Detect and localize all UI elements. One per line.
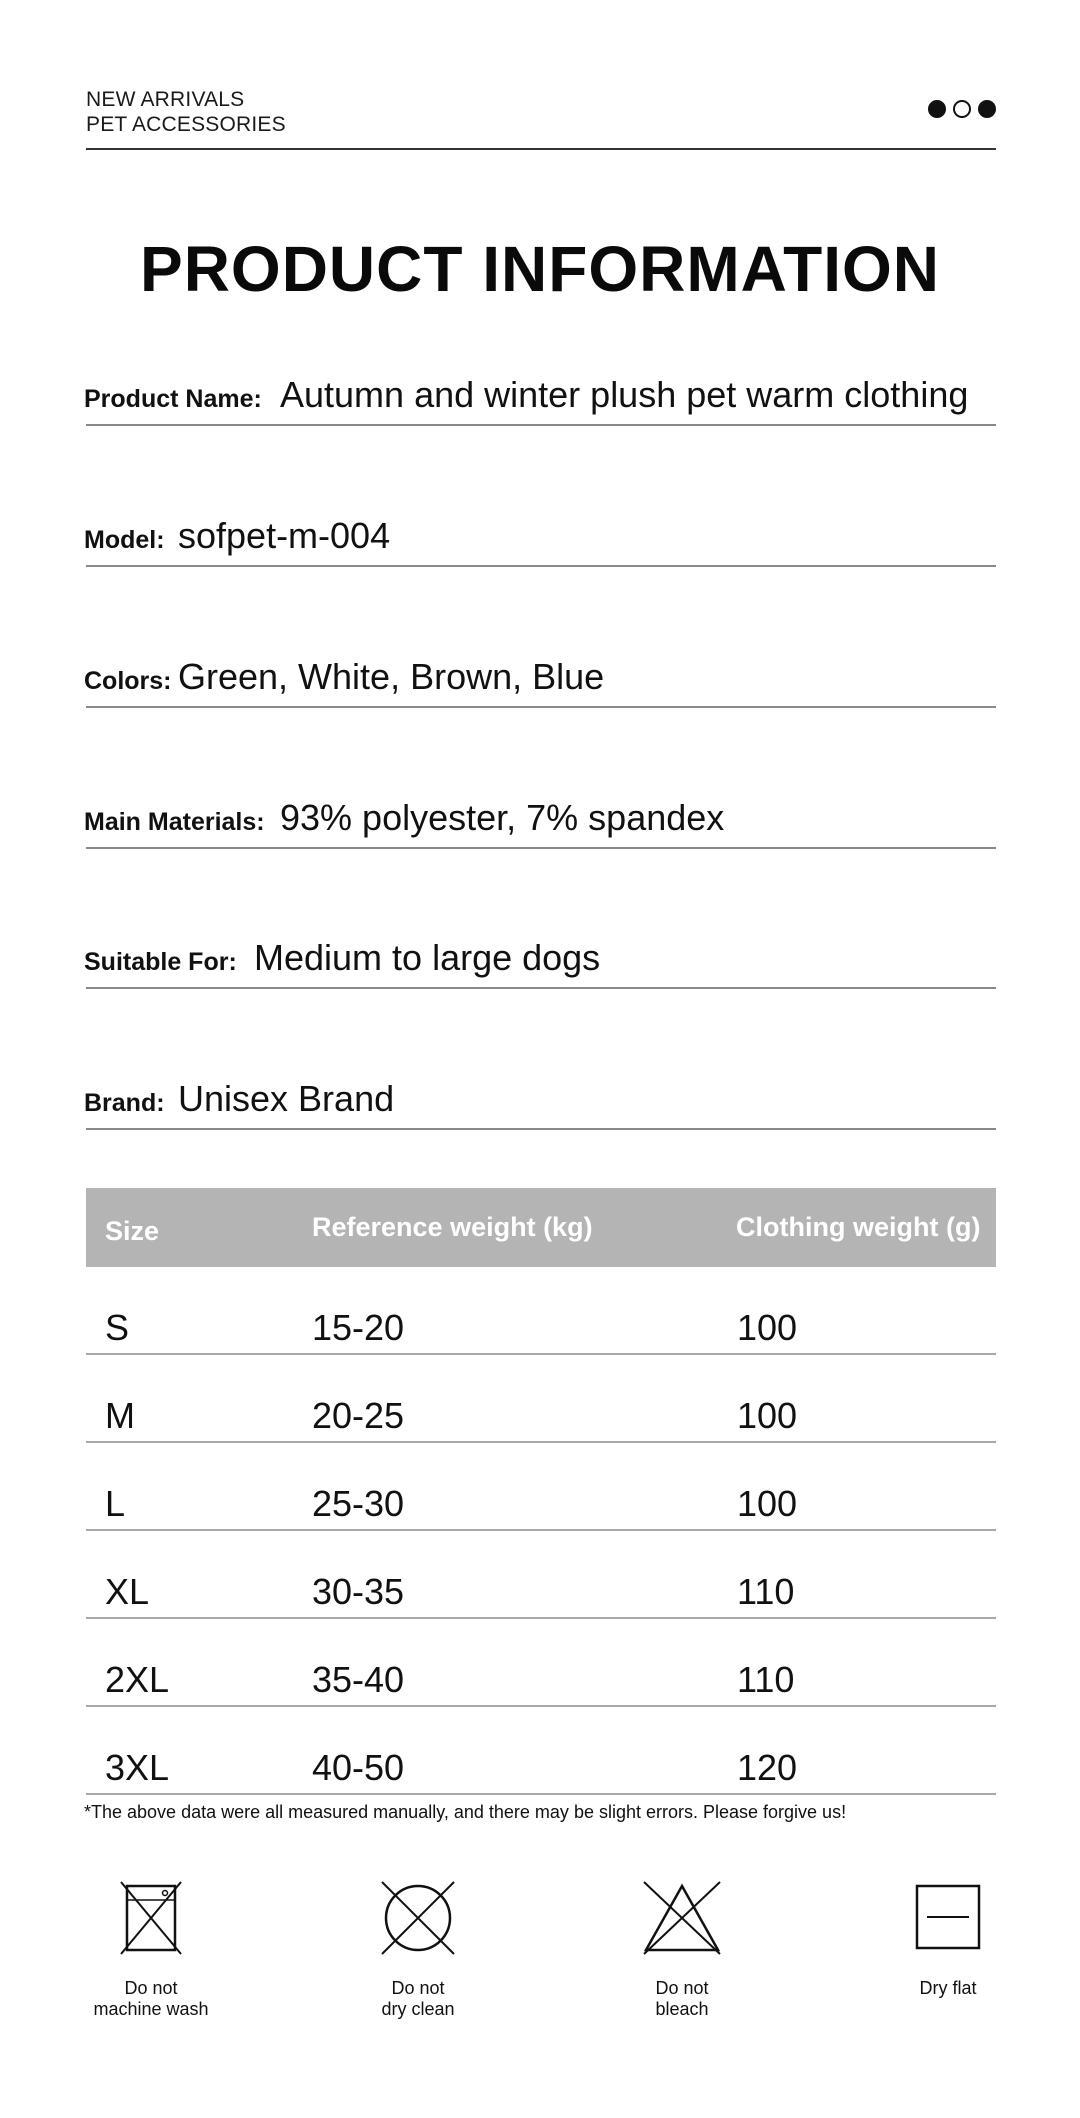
table-row [86,1707,996,1795]
cell-clothing-weight: 100 [737,1307,798,1348]
dot-empty-icon [953,100,971,118]
info-value: Unisex Brand [178,1078,395,1119]
care-item-machine-wash [51,1880,251,2020]
cell-reference-weight: 30-35 [312,1571,405,1612]
header-reference-weight: Reference weight (kg) [312,1212,593,1242]
info-row-suitable-for [86,937,996,989]
dots-indicator [928,100,996,118]
table-row [86,1267,996,1355]
cell-reference-weight: 15-20 [312,1307,405,1348]
cell-size: 3XL [105,1747,170,1788]
care-item-dry-flat [848,1880,1048,1999]
dot-filled-icon [978,100,996,118]
info-row-colors [86,656,996,708]
dry-flat-icon [914,1880,982,1956]
info-row-product-name [86,374,996,426]
info-label: Suitable For: [84,948,237,976]
table-row [86,1619,996,1707]
no-bleach-icon [642,1880,722,1956]
care-item-bleach [582,1880,782,2020]
info-value: 93% polyester, 7% spandex [280,797,725,838]
info-value: Green, White, Brown, Blue [178,656,605,697]
cell-size: 2XL [105,1659,170,1700]
care-label: Do not machine wash [93,1978,209,2019]
care-label: Do not dry clean [381,1978,455,2019]
cell-clothing-weight: 120 [737,1747,798,1788]
info-label: Main Materials: [84,808,265,836]
info-label: Product Name: [84,385,262,413]
header-size: Size [105,1216,160,1246]
cell-reference-weight: 20-25 [312,1395,405,1436]
info-label: Brand: [84,1089,165,1117]
info-label: Model: [84,526,165,554]
care-label: Dry flat [919,1978,977,1998]
cell-clothing-weight: 110 [737,1571,795,1612]
dot-filled-icon [928,100,946,118]
cell-size: L [105,1483,126,1524]
care-label: Do not bleach [655,1978,709,2019]
table-row [86,1443,996,1531]
info-value: sofpet-m-004 [178,515,391,556]
info-value: Medium to large dogs [254,937,601,978]
header-clothing-weight: Clothing weight (g) [736,1212,981,1242]
cell-reference-weight: 35-40 [312,1659,405,1700]
info-value: Autumn and winter plush pet warm clothing [280,374,969,415]
care-item-dry-clean [318,1880,518,2020]
cell-clothing-weight: 100 [737,1395,798,1436]
info-row-brand [86,1078,996,1130]
size-table-header [86,1188,996,1267]
cell-size: M [105,1395,135,1436]
cell-reference-weight: 25-30 [312,1483,405,1524]
info-row-model [86,515,996,567]
header-new-arrivals: NEW ARRIVALS [86,88,245,111]
page-title: PRODUCT INFORMATION [140,233,940,305]
info-row-main-materials [86,797,996,849]
table-row [86,1355,996,1443]
cell-size: S [105,1307,130,1348]
cell-reference-weight: 40-50 [312,1747,405,1788]
top-header [86,88,996,150]
size-table [86,1188,996,1795]
table-row [86,1531,996,1619]
info-label: Colors: [84,667,172,695]
cell-size: XL [105,1571,150,1612]
cell-clothing-weight: 110 [737,1659,795,1700]
header-pet-accessories: PET ACCESSORIES [86,113,286,136]
cell-clothing-weight: 100 [737,1483,798,1524]
no-machine-wash-icon [119,1880,183,1956]
footnote: *The above data were all measured manually, and there may be slight errors. Please forgive us! [84,1802,847,1822]
no-dry-clean-icon [380,1880,456,1956]
